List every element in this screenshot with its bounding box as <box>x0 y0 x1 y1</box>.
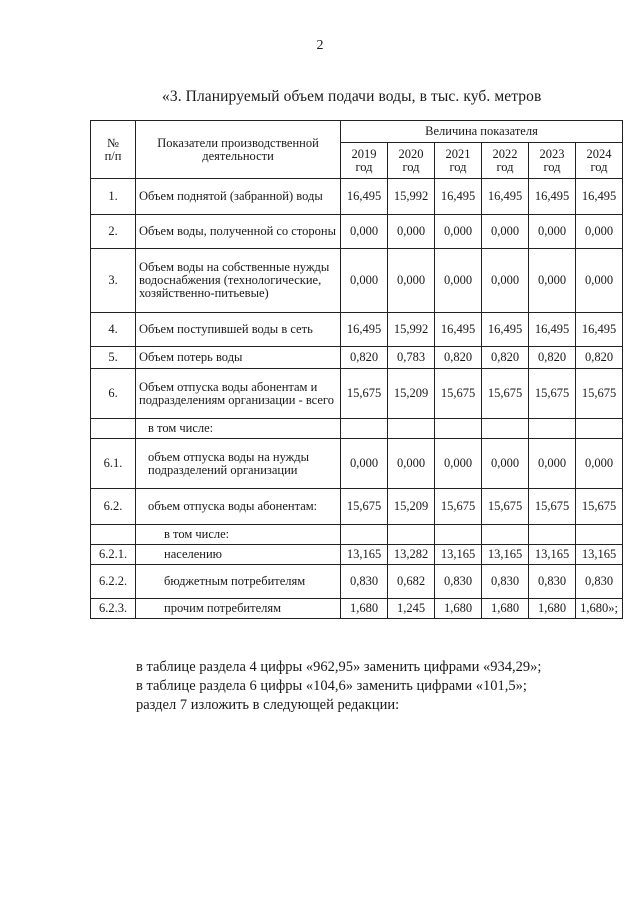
row-value: 0,820 <box>576 347 623 369</box>
row-value: 16,495 <box>435 179 482 215</box>
row-value: 13,165 <box>435 545 482 565</box>
row-value: 13,165 <box>529 545 576 565</box>
row-value: 0,000 <box>576 215 623 249</box>
row-number: 6.2.1. <box>91 545 136 565</box>
row-value: 0,830 <box>435 565 482 599</box>
table-row <box>91 313 623 347</box>
row-value: 15,675 <box>482 489 529 525</box>
row-label: Объем воды на собственные нужды водоснабжения (технологические, хозяйственно-питьевые) <box>136 249 341 313</box>
row-value: 0,000 <box>341 215 388 249</box>
table-row <box>91 599 623 619</box>
row-value <box>576 419 623 439</box>
row-number: 4. <box>91 313 136 347</box>
row-value: 16,495 <box>341 179 388 215</box>
row-label: в том числе: <box>136 525 341 545</box>
row-number: 5. <box>91 347 136 369</box>
row-value <box>482 419 529 439</box>
row-value: 0,000 <box>435 249 482 313</box>
row-value: 0,820 <box>341 347 388 369</box>
row-number <box>91 419 136 439</box>
header-year-value: 2024 <box>586 146 612 161</box>
table-row <box>91 369 623 419</box>
section-heading: «3. Планируемый объем подачи воды, в тыс. куб. метров <box>162 88 542 105</box>
instruction-2: в таблице раздела 6 цифры «104,6» заменить цифрами «101,5»; <box>136 678 527 694</box>
header-indicator: Показатели производственной деятельности <box>136 121 341 179</box>
row-value: 0,830 <box>576 565 623 599</box>
row-number: 6.2.3. <box>91 599 136 619</box>
row-label: населению <box>136 545 341 565</box>
row-number <box>91 525 136 545</box>
header-year-value: 2020 <box>398 146 424 161</box>
table-row <box>91 215 623 249</box>
row-value: 0,000 <box>341 249 388 313</box>
row-label: Объем отпуска воды абонентам и подразделениям организации - всего <box>136 369 341 419</box>
row-value: 0,000 <box>482 249 529 313</box>
table-row <box>91 419 623 439</box>
row-value: 16,495 <box>341 313 388 347</box>
row-value: 15,675 <box>482 369 529 419</box>
row-value: 0,000 <box>529 439 576 489</box>
row-label: Объем поступившей воды в сеть <box>136 313 341 347</box>
row-value: 15,209 <box>388 489 435 525</box>
header-year-unit: год <box>543 159 561 174</box>
row-value <box>482 525 529 545</box>
row-value: 1,680 <box>482 599 529 619</box>
row-value: 13,282 <box>388 545 435 565</box>
header-year-unit: год <box>590 159 608 174</box>
row-value: 0,000 <box>482 215 529 249</box>
table-row <box>91 249 623 313</box>
row-value: 0,820 <box>482 347 529 369</box>
table-header-row <box>91 121 623 143</box>
row-value <box>341 419 388 439</box>
row-value: 0,830 <box>529 565 576 599</box>
row-number: 6.1. <box>91 439 136 489</box>
row-value: 15,675 <box>341 489 388 525</box>
row-value: 15,675 <box>435 369 482 419</box>
row-value: 16,495 <box>482 179 529 215</box>
row-label: Объем потерь воды <box>136 347 341 369</box>
header-year-value: 2021 <box>445 146 471 161</box>
row-value: 0,000 <box>388 249 435 313</box>
row-value: 0,000 <box>529 215 576 249</box>
header-year <box>388 143 435 179</box>
table-row <box>91 439 623 489</box>
row-label: Объем воды, полученной со стороны <box>136 215 341 249</box>
row-value <box>435 419 482 439</box>
row-value: 16,495 <box>576 313 623 347</box>
row-label: Объем поднятой (забранной) воды <box>136 179 341 215</box>
row-value: 13,165 <box>482 545 529 565</box>
instruction-3: раздел 7 изложить в следующей редакции: <box>136 697 400 713</box>
header-value-group: Величина показателя <box>341 121 623 143</box>
row-number: 6. <box>91 369 136 419</box>
header-year <box>435 143 482 179</box>
row-value: 15,675 <box>529 489 576 525</box>
header-year-value: 2022 <box>492 146 518 161</box>
instructions <box>136 658 541 715</box>
row-value: 15,675 <box>529 369 576 419</box>
row-value: 0,000 <box>388 215 435 249</box>
row-value: 0,783 <box>388 347 435 369</box>
row-value: 15,209 <box>388 369 435 419</box>
row-label: объем отпуска воды абонентам: <box>136 489 341 525</box>
table-row <box>91 565 623 599</box>
row-value: 1,680 <box>341 599 388 619</box>
row-value: 15,675 <box>576 489 623 525</box>
header-year-unit: год <box>402 159 420 174</box>
row-value: 0,830 <box>341 565 388 599</box>
header-year-unit: год <box>496 159 514 174</box>
row-label: объем отпуска воды на нужды подразделений организации <box>136 439 341 489</box>
header-year <box>341 143 388 179</box>
row-value: 0,000 <box>576 249 623 313</box>
row-value: 15,675 <box>435 489 482 525</box>
row-value: 0,000 <box>435 215 482 249</box>
row-value: 1,680 <box>529 599 576 619</box>
table-row <box>91 347 623 369</box>
row-value <box>388 525 435 545</box>
row-value: 1,680 <box>435 599 482 619</box>
row-value: 0,000 <box>341 439 388 489</box>
row-value <box>576 525 623 545</box>
header-year-unit: год <box>355 159 373 174</box>
table-row <box>91 489 623 525</box>
row-value: 0,000 <box>576 439 623 489</box>
table-row <box>91 545 623 565</box>
row-value: 0,820 <box>435 347 482 369</box>
row-label: в том числе: <box>136 419 341 439</box>
row-number: 2. <box>91 215 136 249</box>
row-value: 15,992 <box>388 313 435 347</box>
row-value <box>529 525 576 545</box>
row-number: 1. <box>91 179 136 215</box>
row-value: 0,000 <box>529 249 576 313</box>
row-value: 0,000 <box>388 439 435 489</box>
row-value: 0,830 <box>482 565 529 599</box>
row-value <box>388 419 435 439</box>
header-year <box>576 143 623 179</box>
row-number: 3. <box>91 249 136 313</box>
row-value <box>435 525 482 545</box>
table-row <box>91 525 623 545</box>
row-number: 6.2.2. <box>91 565 136 599</box>
row-value: 16,495 <box>529 313 576 347</box>
row-value: 1,245 <box>388 599 435 619</box>
row-value: 16,495 <box>576 179 623 215</box>
header-year <box>529 143 576 179</box>
row-value: 13,165 <box>341 545 388 565</box>
row-value: 15,675 <box>341 369 388 419</box>
row-value: 0,000 <box>482 439 529 489</box>
row-value: 13,165 <box>576 545 623 565</box>
row-value: 15,992 <box>388 179 435 215</box>
row-value: 16,495 <box>435 313 482 347</box>
row-value: 0,682 <box>388 565 435 599</box>
row-number: 6.2. <box>91 489 136 525</box>
header-year-unit: год <box>449 159 467 174</box>
row-value <box>341 525 388 545</box>
water-supply-table <box>90 120 623 619</box>
row-value: 16,495 <box>529 179 576 215</box>
table-body <box>91 179 623 619</box>
row-label: бюджетным потребителям <box>136 565 341 599</box>
page-number: 2 <box>316 38 324 53</box>
header-year-value: 2023 <box>539 146 565 161</box>
row-value: 1,680»; <box>576 599 623 619</box>
row-label: прочим потребителям <box>136 599 341 619</box>
row-value: 0,820 <box>529 347 576 369</box>
table-row <box>91 179 623 215</box>
header-num: № п/п <box>91 121 136 179</box>
row-value: 16,495 <box>482 313 529 347</box>
row-value <box>529 419 576 439</box>
row-value: 15,675 <box>576 369 623 419</box>
row-value: 0,000 <box>435 439 482 489</box>
header-year <box>482 143 529 179</box>
header-year-value: 2019 <box>351 146 377 161</box>
instruction-1: в таблице раздела 4 цифры «962,95» заменить цифрами «934,29»; <box>136 659 542 675</box>
